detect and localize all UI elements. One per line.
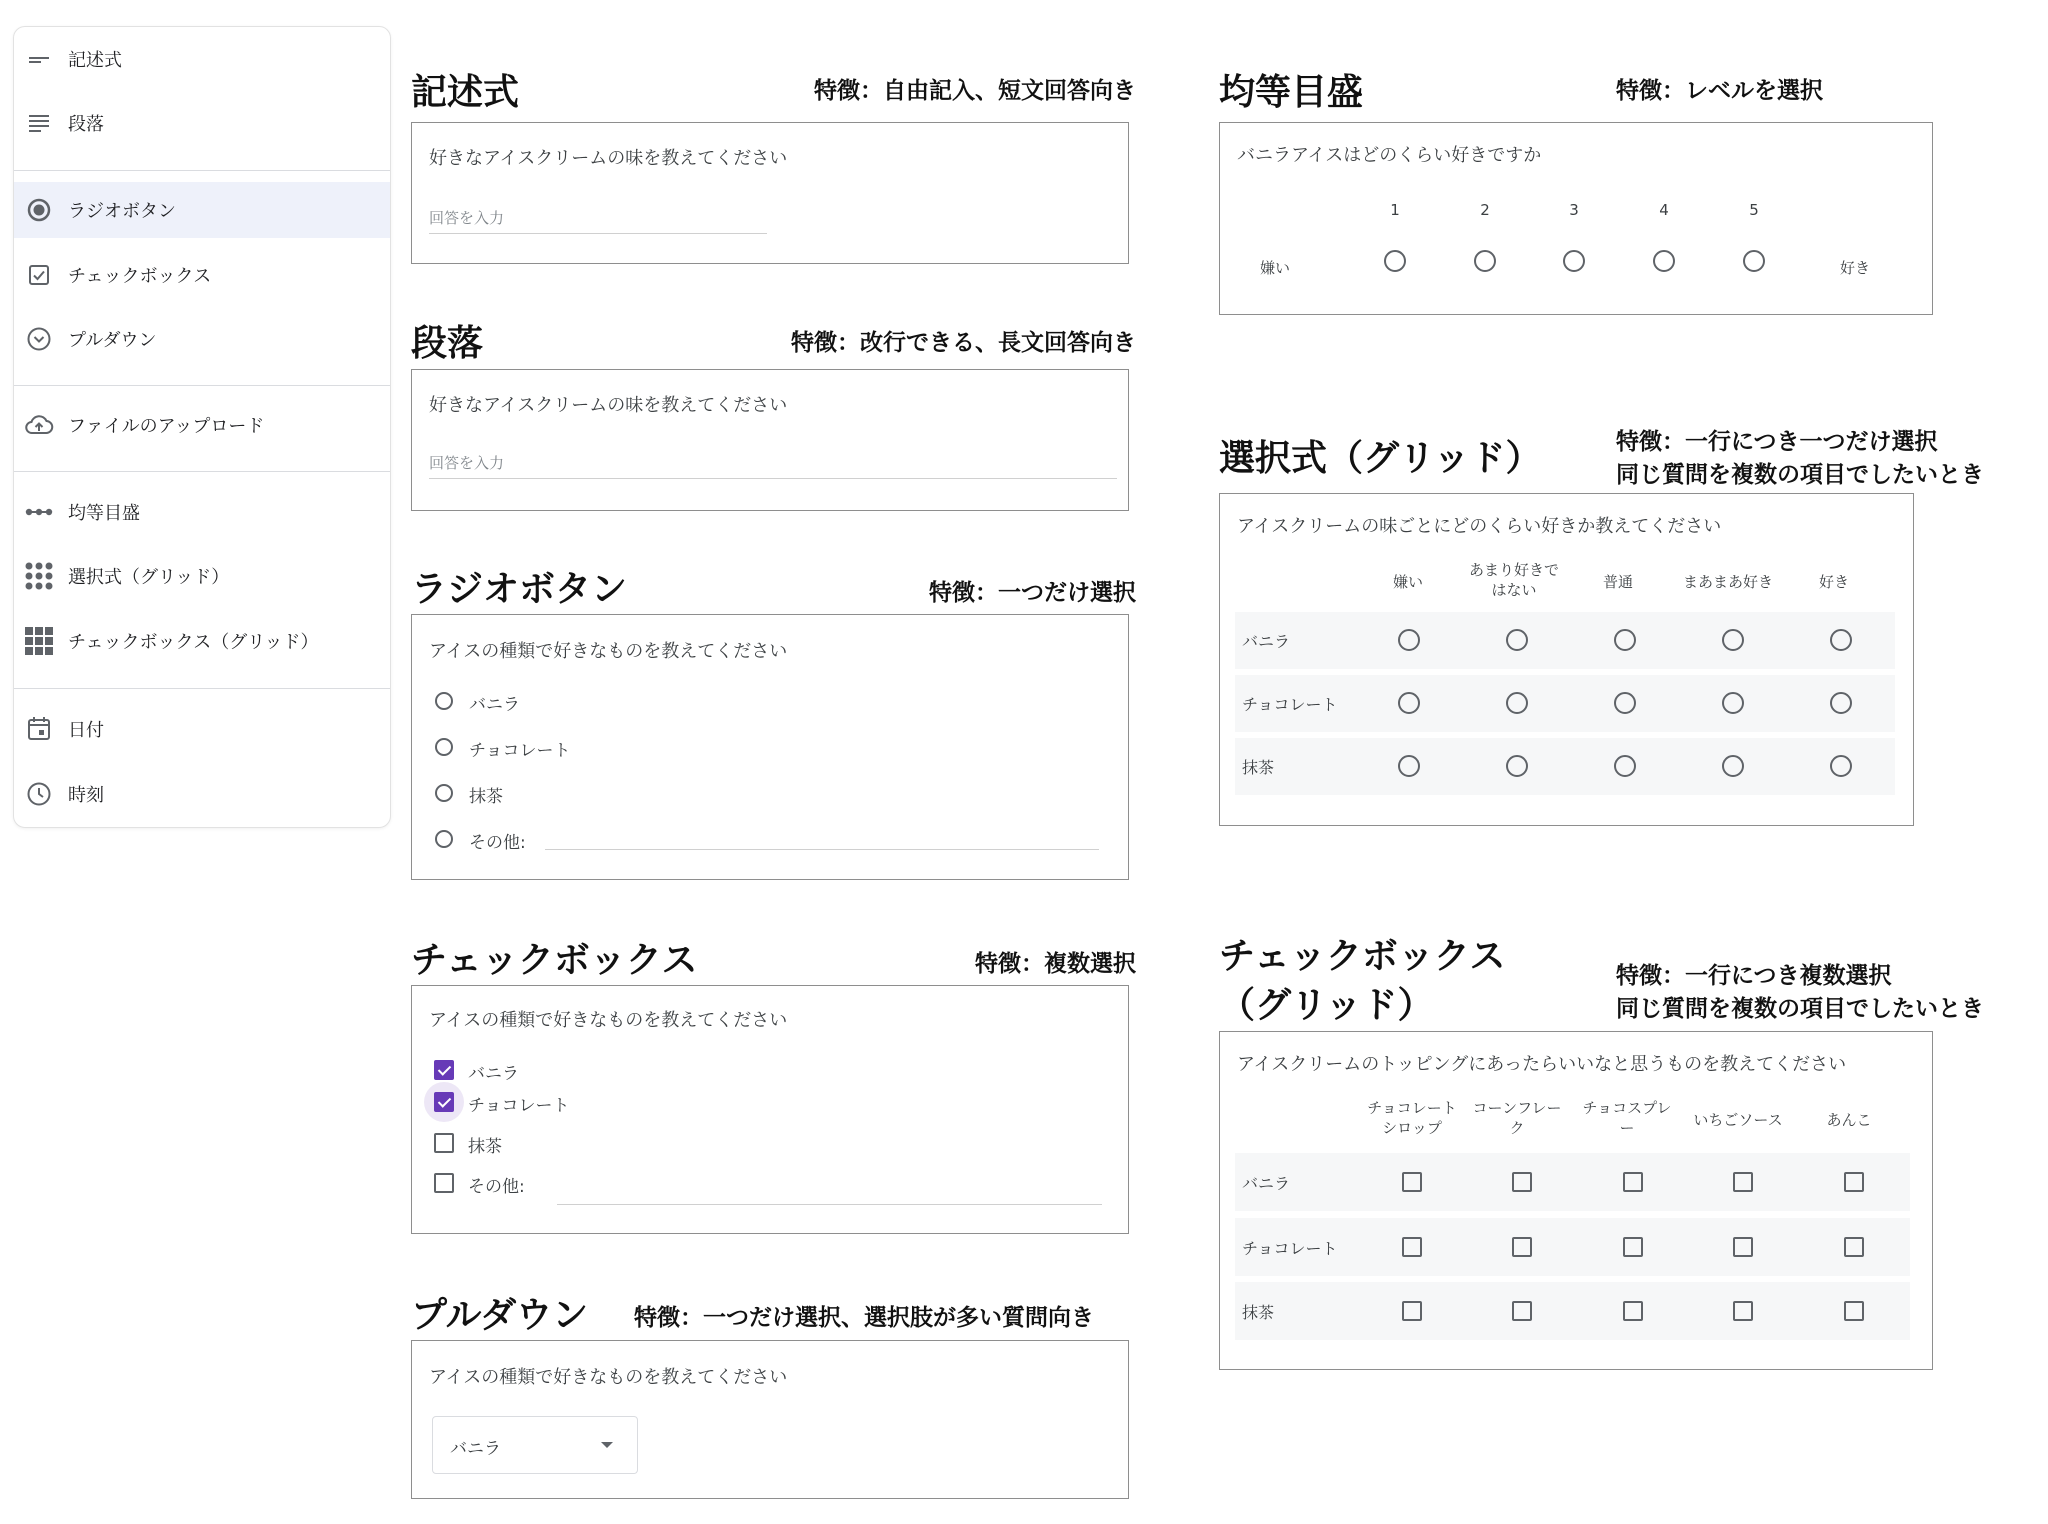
radio-card: [411, 614, 1129, 880]
checkbox-feature: 特徴：複数選択: [975, 951, 1136, 977]
checkbox-icon: [22, 258, 56, 292]
menu-item-label: 選択式（グリッド）: [68, 567, 230, 588]
clock-icon: [22, 777, 56, 811]
grid-column-header: 普通: [1602, 573, 1633, 591]
dropdown-card: [411, 1340, 1129, 1499]
grid-column-header: コーンフレー ク: [1472, 1099, 1562, 1137]
menu-item-label: 時刻: [68, 785, 104, 806]
grid-column-header: あんこ: [1826, 1111, 1872, 1129]
mc-grid-card: [1219, 493, 1914, 826]
grid-checkbox[interactable]: [1623, 1301, 1643, 1321]
grid-radio[interactable]: [1398, 629, 1420, 651]
menu-item-short-answer[interactable]: [14, 31, 390, 87]
answer-placeholder[interactable]: 回答を入力: [429, 454, 505, 472]
grid-row-label: 抹茶: [1242, 1303, 1275, 1322]
dropdown-selected-value: バニラ: [450, 1439, 501, 1459]
dropdown-icon: [22, 322, 56, 356]
grid-radio[interactable]: [1830, 755, 1852, 777]
menu-item-label: 段落: [68, 114, 104, 135]
menu-item-label: ファイルのアップロード: [68, 416, 265, 437]
grid-column-header: チョコスプレ ー: [1582, 1099, 1672, 1137]
grid-row: [1235, 675, 1895, 732]
scale-radio[interactable]: [1384, 250, 1406, 272]
short-answer-card: [411, 122, 1129, 264]
option-label: チョコレート: [468, 1096, 570, 1116]
paragraph-icon: [22, 106, 56, 140]
grid-row: [1235, 612, 1895, 669]
grid-checkbox[interactable]: [1733, 1237, 1753, 1257]
grid-radio[interactable]: [1398, 692, 1420, 714]
grid-radio[interactable]: [1398, 755, 1420, 777]
grid-checkbox[interactable]: [1402, 1237, 1422, 1257]
dropdown-select[interactable]: [432, 1416, 638, 1474]
grid-radio[interactable]: [1506, 755, 1528, 777]
grid-checkbox[interactable]: [1623, 1237, 1643, 1257]
option-label: バニラ: [469, 695, 520, 715]
cloud-upload-icon: [22, 408, 56, 442]
grid-checkbox[interactable]: [1512, 1301, 1532, 1321]
menu-item-date[interactable]: [14, 701, 390, 757]
paragraph-card: [411, 369, 1129, 511]
radio-button-icon: [22, 193, 56, 227]
other-input-line[interactable]: [557, 1204, 1102, 1205]
grid-radio[interactable]: [1722, 755, 1744, 777]
menu-item-multiple-choice-grid[interactable]: [14, 548, 390, 604]
grid-checkbox[interactable]: [1623, 1172, 1643, 1192]
checkbox-card: [411, 985, 1129, 1234]
menu-item-checkbox-grid[interactable]: [14, 613, 390, 669]
grid-checkbox[interactable]: [1844, 1301, 1864, 1321]
question-type-menu: [13, 26, 391, 828]
menu-item-label: 均等目盛: [68, 503, 140, 524]
grid-row-label: バニラ: [1242, 1174, 1291, 1193]
question-text: 好きなアイスクリームの味を教えてください: [429, 148, 788, 169]
menu-divider: [14, 471, 390, 472]
other-input-line[interactable]: [545, 849, 1099, 850]
radio-feature: 特徴：一つだけ選択: [929, 580, 1136, 606]
grid-checkbox[interactable]: [1844, 1172, 1864, 1192]
radio-option[interactable]: [435, 830, 453, 848]
scale-radio[interactable]: [1563, 250, 1585, 272]
scale-number: 5: [1749, 201, 1759, 219]
menu-item-label: チェックボックス（グリッド）: [68, 632, 319, 653]
mc-grid-feature-line2: 同じ質問を複数の項目でしたいとき: [1616, 462, 1984, 488]
question-text: アイスクリームの味ごとにどのくらい好きか教えてください: [1237, 516, 1722, 537]
grid-column-header: あまり好きで はない: [1468, 561, 1559, 599]
grid-column-header: いちごソース: [1693, 1111, 1783, 1129]
grid-checkbox[interactable]: [1512, 1237, 1532, 1257]
dropdown-feature: 特徴：一つだけ選択、選択肢が多い質問向き: [634, 1305, 1094, 1331]
grid-checkbox[interactable]: [1512, 1172, 1532, 1192]
checkbox-option[interactable]: [434, 1060, 454, 1080]
answer-underline: [429, 478, 1117, 479]
cb-grid-card: [1219, 1031, 1933, 1370]
dropdown-title: プルダウン: [411, 1295, 589, 1336]
multiple-choice-grid-icon: [22, 559, 56, 593]
menu-divider: [14, 385, 390, 386]
grid-row: [1235, 738, 1895, 795]
grid-radio[interactable]: [1614, 755, 1636, 777]
grid-column-header: チョコレート シロップ: [1367, 1099, 1457, 1137]
cb-grid-title-line2: （グリッド）: [1219, 985, 1434, 1026]
radio-option[interactable]: [435, 738, 453, 756]
option-label: 抹茶: [469, 787, 503, 807]
grid-column-header: まあまあ好き: [1682, 573, 1773, 591]
grid-row-label: 抹茶: [1242, 758, 1275, 777]
cb-grid-title-line1: チェックボックス: [1219, 936, 1506, 977]
question-text: アイスの種類で好きなものを教えてください: [429, 1367, 788, 1388]
linear-scale-title: 均等目盛: [1219, 72, 1364, 113]
calendar-icon: [22, 712, 56, 746]
checkbox-option[interactable]: [434, 1173, 454, 1193]
cb-grid-feature-line2: 同じ質問を複数の項目でしたいとき: [1616, 996, 1984, 1022]
grid-column-header: 好き: [1818, 573, 1849, 591]
scale-number: 4: [1659, 201, 1669, 219]
grid-radio[interactable]: [1830, 629, 1852, 651]
option-label: 抹茶: [468, 1137, 502, 1157]
checkbox-option[interactable]: [434, 1133, 454, 1153]
scale-radio[interactable]: [1743, 250, 1765, 272]
grid-column-header: 嫌い: [1392, 573, 1423, 591]
option-label: チョコレート: [469, 741, 571, 761]
menu-item-radio[interactable]: [14, 182, 390, 238]
scale-radio[interactable]: [1474, 250, 1496, 272]
option-label: その他:: [469, 833, 526, 853]
checkbox-title: チェックボックス: [411, 940, 698, 981]
checkbox-grid-icon: [22, 624, 56, 658]
grid-checkbox[interactable]: [1402, 1301, 1422, 1321]
menu-item-label: チェックボックス: [68, 266, 212, 287]
scale-max-label: 好き: [1840, 259, 1871, 277]
scale-min-label: 嫌い: [1260, 259, 1291, 277]
question-text: アイスの種類で好きなものを教えてください: [429, 1010, 788, 1031]
menu-item-time[interactable]: [14, 766, 390, 822]
grid-radio[interactable]: [1830, 692, 1852, 714]
grid-row-label: バニラ: [1242, 632, 1291, 651]
radio-option[interactable]: [435, 784, 453, 802]
grid-radio[interactable]: [1506, 692, 1528, 714]
grid-row: [1235, 1282, 1910, 1340]
scale-number: 3: [1569, 201, 1579, 219]
scale-number: 2: [1480, 201, 1490, 219]
menu-item-label: プルダウン: [68, 330, 157, 351]
option-label: バニラ: [468, 1064, 519, 1084]
option-label: その他:: [468, 1177, 525, 1197]
radio-option[interactable]: [435, 692, 453, 710]
answer-underline: [429, 233, 767, 234]
menu-item-label: 記述式: [68, 50, 122, 71]
grid-radio[interactable]: [1722, 629, 1744, 651]
mc-grid-title: 選択式（グリッド）: [1219, 438, 1542, 479]
cb-grid-feature-line1: 特徴：一行につき複数選択: [1616, 963, 1892, 989]
menu-divider: [14, 170, 390, 171]
menu-item-checkbox[interactable]: [14, 247, 390, 303]
menu-item-dropdown[interactable]: [14, 311, 390, 367]
mc-grid-feature-line1: 特徴：一行につき一つだけ選択: [1616, 429, 1938, 455]
question-text: アイスの種類で好きなものを教えてください: [429, 641, 788, 662]
linear-scale-feature: 特徴：レベルを選択: [1616, 78, 1823, 104]
checkbox-option[interactable]: [434, 1092, 454, 1112]
grid-checkbox[interactable]: [1844, 1237, 1864, 1257]
grid-checkbox[interactable]: [1402, 1172, 1422, 1192]
menu-item-file-upload[interactable]: [14, 397, 390, 453]
question-text: 好きなアイスクリームの味を教えてください: [429, 395, 788, 416]
grid-radio[interactable]: [1506, 629, 1528, 651]
scale-radio[interactable]: [1653, 250, 1675, 272]
grid-checkbox[interactable]: [1733, 1301, 1753, 1321]
grid-row: [1235, 1153, 1910, 1211]
question-text: アイスクリームのトッピングにあったらいいなと思うものを教えてください: [1237, 1054, 1847, 1075]
menu-item-linear-scale[interactable]: [14, 484, 390, 540]
short-answer-icon: [22, 42, 56, 76]
paragraph-feature: 特徴：改行できる、長文回答向き: [791, 330, 1136, 356]
short-answer-feature: 特徴：自由記入、短文回答向き: [814, 78, 1136, 104]
linear-scale-card: [1219, 122, 1933, 315]
menu-item-label: 日付: [68, 720, 104, 741]
answer-placeholder[interactable]: 回答を入力: [429, 209, 505, 227]
linear-scale-icon: [22, 495, 56, 529]
grid-checkbox[interactable]: [1733, 1172, 1753, 1192]
grid-radio[interactable]: [1722, 692, 1744, 714]
grid-radio[interactable]: [1614, 629, 1636, 651]
radio-title: ラジオボタン: [411, 569, 628, 610]
menu-item-label: ラジオボタン: [68, 201, 176, 222]
grid-radio[interactable]: [1614, 692, 1636, 714]
scale-number: 1: [1390, 201, 1400, 219]
menu-item-paragraph[interactable]: [14, 95, 390, 151]
question-text: バニラアイスはどのくらい好きですか: [1237, 145, 1542, 166]
grid-row-label: チョコレート: [1242, 695, 1338, 714]
paragraph-title: 段落: [411, 323, 484, 364]
short-answer-title: 記述式: [411, 72, 520, 113]
grid-row-label: チョコレート: [1242, 1239, 1338, 1258]
dropdown-arrow-icon: [601, 1442, 613, 1448]
menu-divider: [14, 688, 390, 689]
grid-row: [1235, 1218, 1910, 1276]
